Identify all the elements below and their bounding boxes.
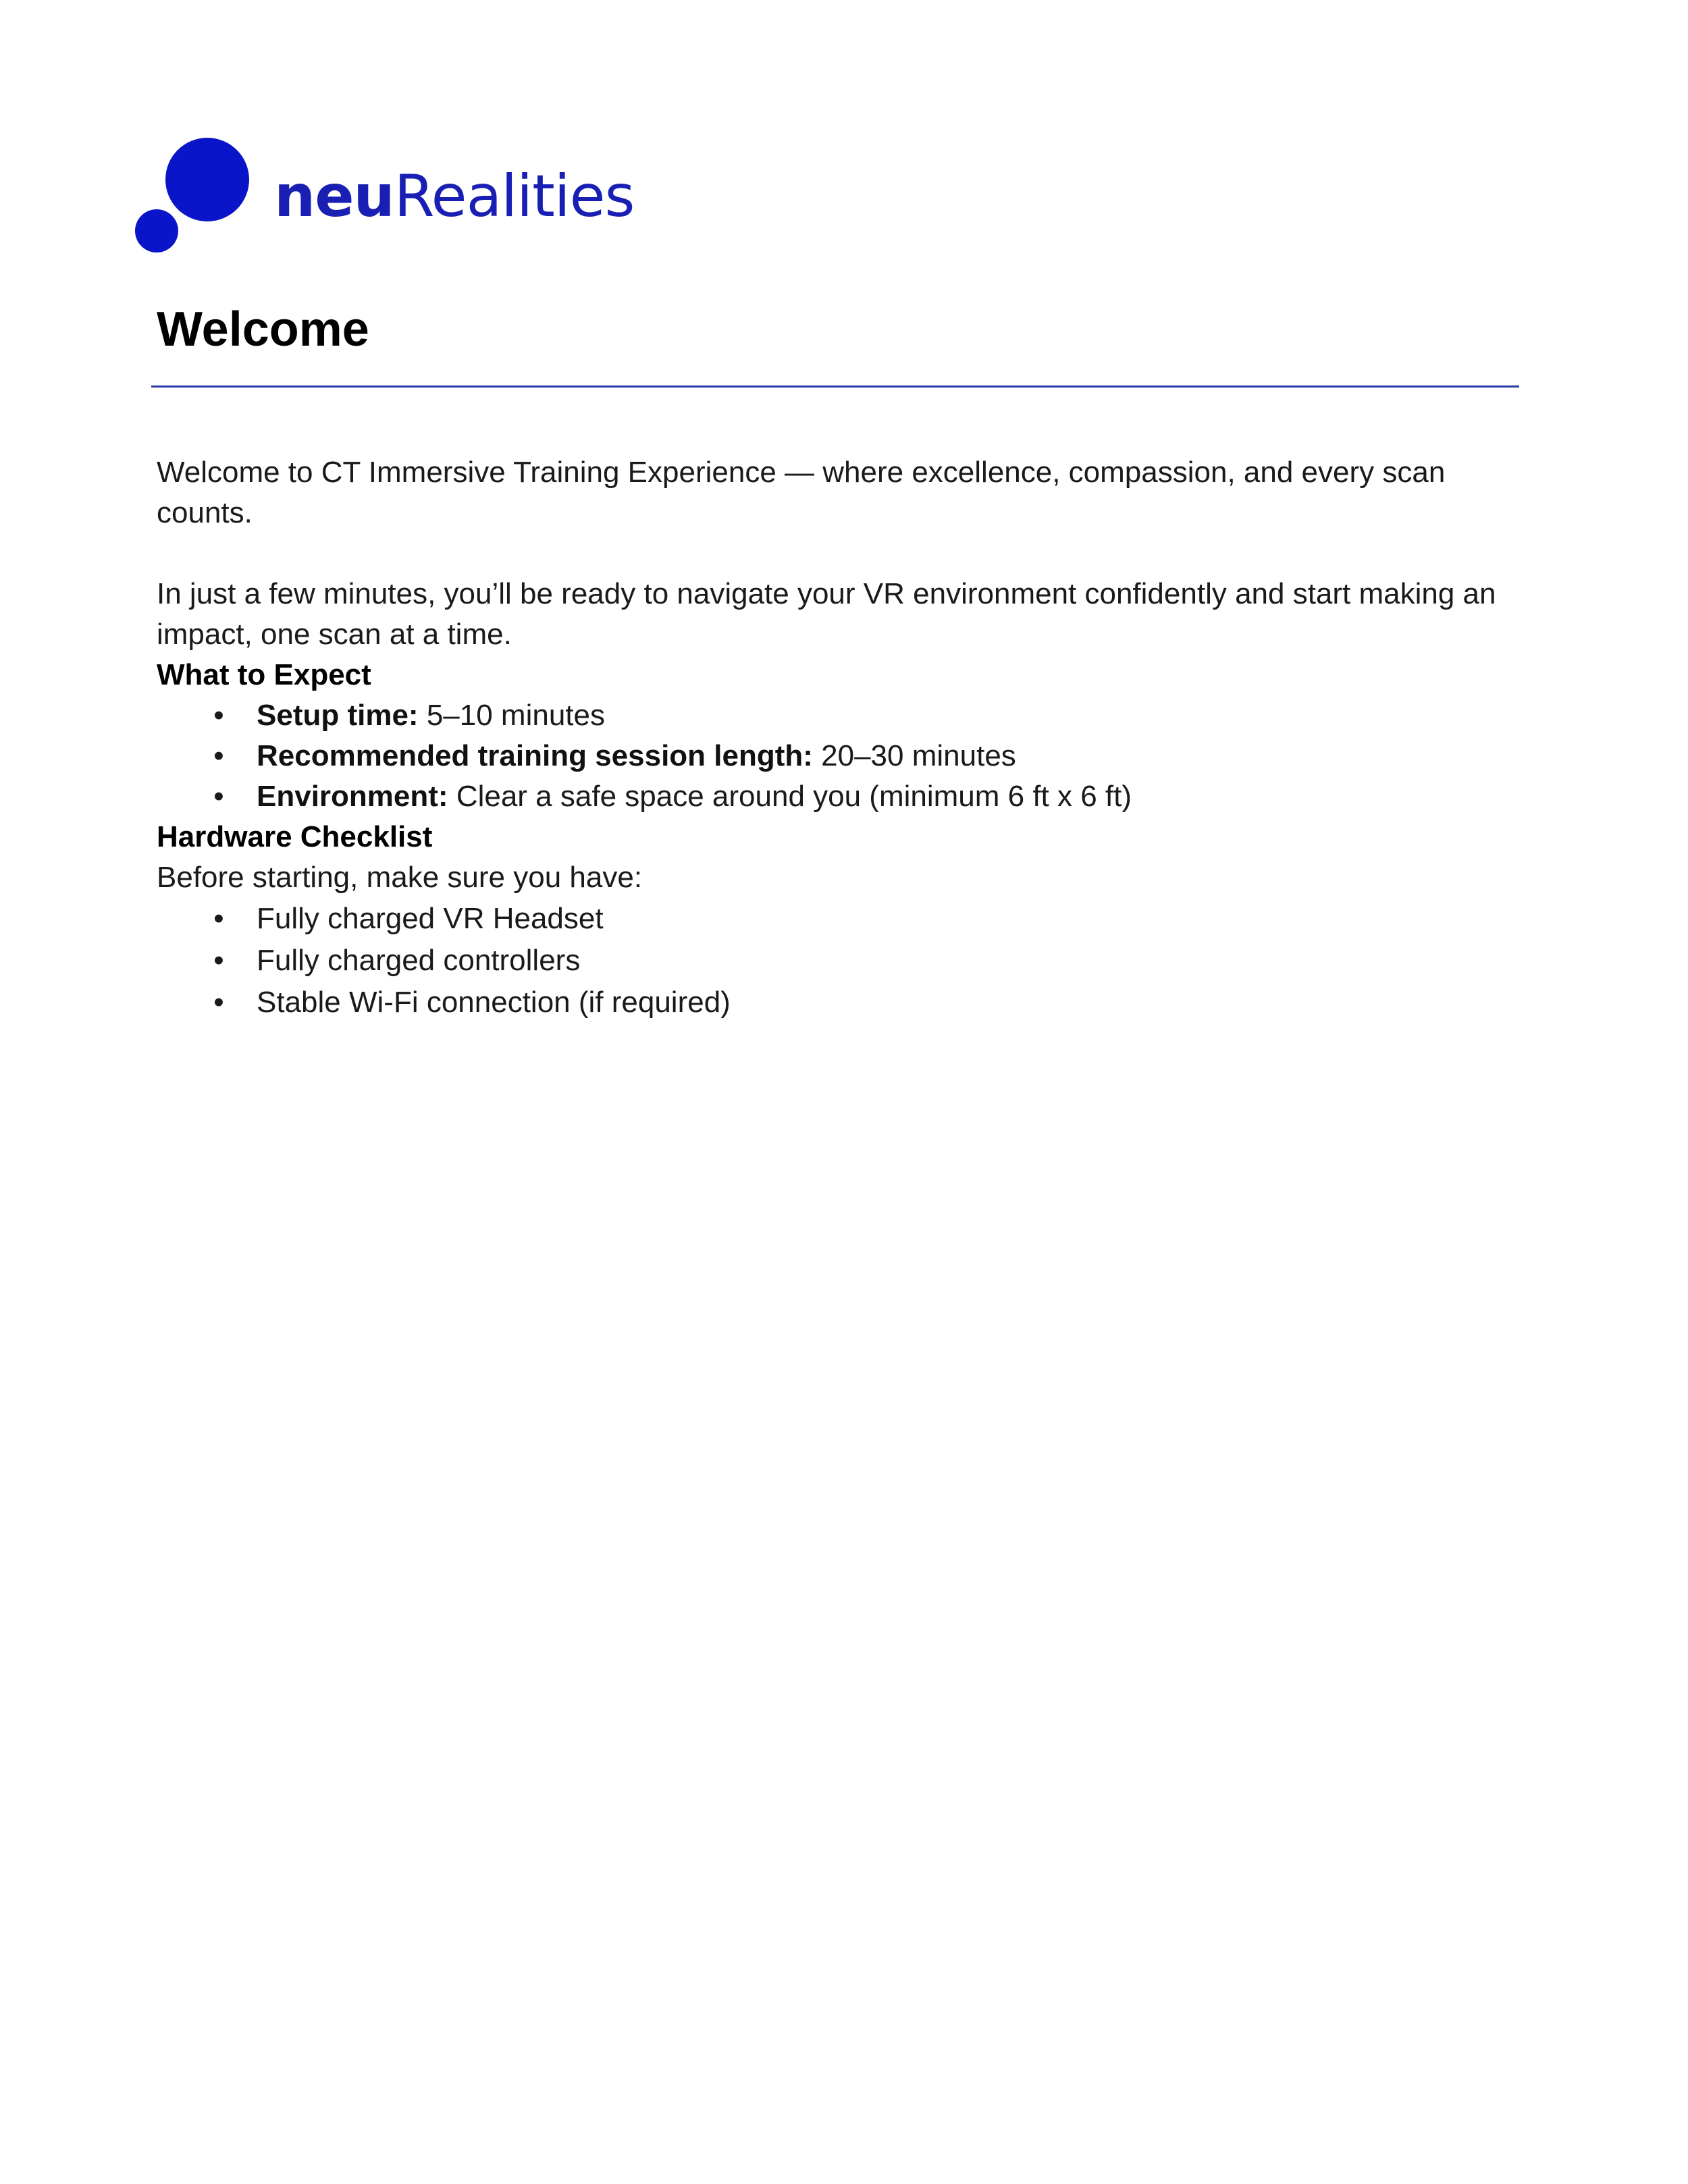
bullet-icon: • — [213, 780, 224, 813]
logo-wordmark-bold: neu — [274, 163, 394, 230]
logo-wordmark-light: Realities — [394, 163, 635, 230]
hardware-checklist-heading: Hardware Checklist — [157, 820, 433, 853]
what-to-expect-list — [157, 695, 1534, 817]
list-item — [157, 982, 1534, 1023]
list-item-label: Recommended training session length: — [257, 739, 813, 772]
list-item-label: Setup time: — [257, 699, 419, 732]
list-item-label: Environment: — [257, 780, 448, 813]
logo-wordmark — [274, 159, 634, 234]
title-divider — [151, 385, 1519, 388]
page-title: Welcome — [157, 302, 369, 356]
list-item — [157, 736, 1534, 776]
logo-large-dot — [165, 138, 249, 221]
list-item-value: Clear a safe space around you (minimum 6 ft x 6 ft) — [456, 780, 1132, 813]
bullet-icon: • — [213, 986, 224, 1019]
bullet-icon: • — [213, 902, 224, 935]
list-item-text: Stable Wi-Fi connection (if required) — [257, 986, 731, 1019]
logo-circles-icon — [135, 135, 257, 257]
list-item-value: 20–30 minutes — [821, 739, 1016, 772]
brand-logo — [135, 135, 635, 257]
list-item-text: Fully charged controllers — [257, 944, 581, 977]
hardware-checklist-lead: Before starting, make sure you have: — [157, 861, 643, 894]
bullet-icon: • — [213, 944, 224, 977]
document-body — [157, 452, 1534, 1023]
list-item — [157, 940, 1534, 982]
list-item — [157, 898, 1534, 940]
what-to-expect-heading: What to Expect — [157, 658, 371, 691]
hardware-checklist-list — [157, 898, 1534, 1023]
bullet-icon: • — [213, 699, 224, 732]
intro-paragraph-1: Welcome to CT Immersive Training Experience — where excellence, compassion, and every scan counts. — [157, 456, 1446, 529]
list-item — [157, 776, 1534, 817]
bullet-icon: • — [213, 739, 224, 772]
intro-paragraph-2: In just a few minutes, you’ll be ready to navigate your VR environment confidently and start making an impact, one scan at a time. — [157, 577, 1496, 651]
list-item — [157, 695, 1534, 736]
list-item-text: Fully charged VR Headset — [257, 902, 604, 935]
list-item-value: 5–10 minutes — [426, 699, 605, 732]
logo-small-dot — [135, 209, 178, 252]
